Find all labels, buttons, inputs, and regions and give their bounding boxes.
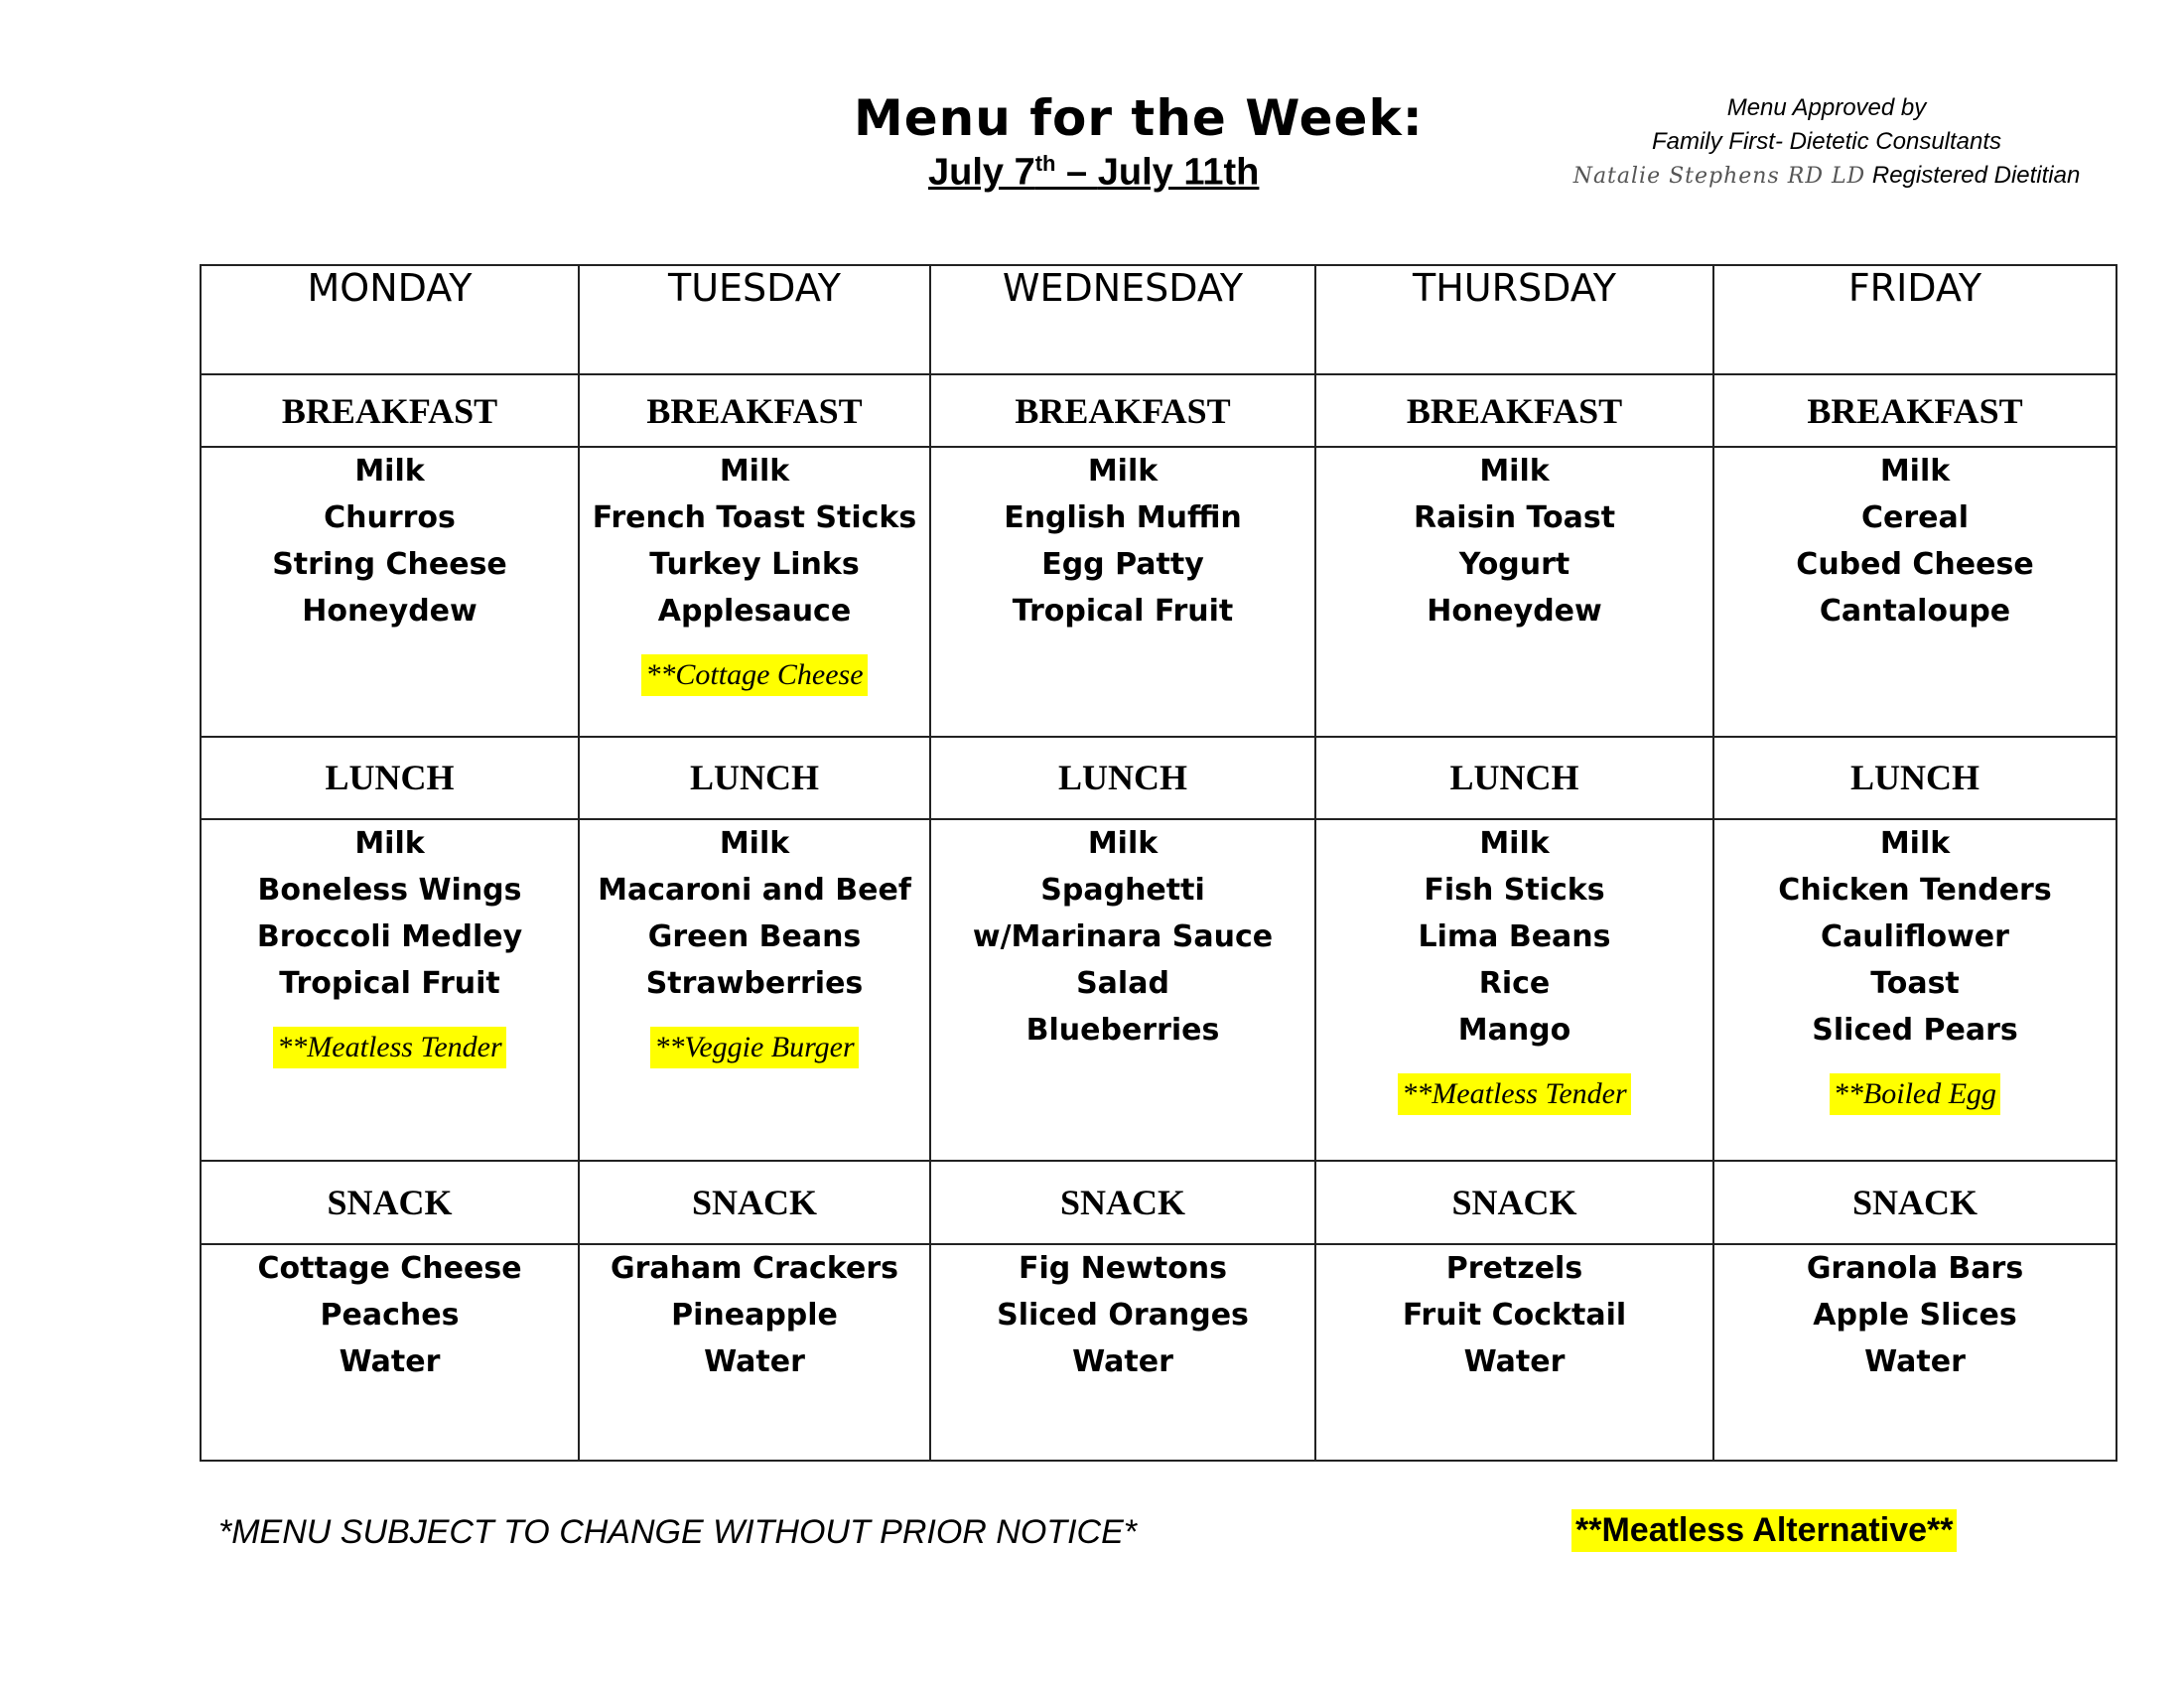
date-range — [928, 151, 1259, 195]
menu-item: Egg Patty — [1041, 547, 1204, 583]
meatless-alternative: **Meatless Tender — [273, 1027, 505, 1068]
menu-item: English Muffin — [1004, 500, 1242, 536]
menu-item: Yogurt — [1458, 547, 1570, 583]
menu-item: Churros — [324, 500, 456, 536]
breakfast-cell — [930, 447, 1315, 736]
menu-item: Applesauce — [657, 594, 852, 630]
approval-line-2: Family First- Dietetic Consultants — [1651, 128, 2002, 155]
dietitian-role: Registered Dietitian — [1871, 162, 2081, 189]
lunch-cell — [1713, 819, 2116, 1162]
breakfast-label: BREAKFAST — [1315, 374, 1713, 447]
menu-item: Water — [1072, 1343, 1173, 1379]
menu-item: Toast — [1870, 965, 1960, 1001]
menu-item: Pineapple — [671, 1297, 838, 1333]
breakfast-cell — [1713, 447, 2116, 736]
breakfast-label-row — [201, 374, 2116, 447]
menu-item: Sliced Pears — [1812, 1012, 2018, 1048]
menu-item: Blueberries — [1025, 1012, 1220, 1048]
menu-item: Water — [1864, 1343, 1966, 1379]
snack-cell — [1315, 1244, 1713, 1461]
breakfast-cell — [579, 447, 930, 736]
snack-label: SNACK — [201, 1161, 579, 1243]
menu-item: Peaches — [320, 1297, 460, 1333]
menu-item: Milk — [354, 454, 425, 490]
menu-item: Tropical Fruit — [279, 965, 500, 1001]
menu-item: Raisin Toast — [1413, 500, 1616, 536]
date-start: July 7 — [928, 151, 1035, 194]
menu-item: Macaroni and Beef — [598, 872, 911, 908]
date-separator: – — [1055, 151, 1098, 194]
lunch-cell — [579, 819, 930, 1162]
menu-item: Milk — [719, 825, 790, 861]
menu-item: Granola Bars — [1806, 1250, 2024, 1286]
menu-item: Chicken Tenders — [1778, 872, 2052, 908]
menu-item: Milk — [1479, 454, 1550, 490]
breakfast-items-row — [201, 447, 2116, 736]
snack-label: SNACK — [930, 1161, 1315, 1243]
menu-item: Cubed Cheese — [1796, 547, 2034, 583]
menu-item: Boneless Wings — [257, 872, 522, 908]
menu-item: Turkey Links — [649, 547, 860, 583]
lunch-label: LUNCH — [201, 737, 579, 819]
snack-cell — [579, 1244, 930, 1461]
lunch-label: LUNCH — [579, 737, 930, 819]
menu-item: Honeydew — [1427, 594, 1602, 630]
menu-item: Honeydew — [302, 594, 478, 630]
snack-label: SNACK — [1315, 1161, 1713, 1243]
lunch-label: LUNCH — [1713, 737, 2116, 819]
menu-item: Milk — [354, 825, 425, 861]
menu-item: Rice — [1478, 965, 1551, 1001]
breakfast-label: BREAKFAST — [1713, 374, 2116, 447]
snack-items-row — [201, 1244, 2116, 1461]
breakfast-label: BREAKFAST — [201, 374, 579, 447]
menu-item: Cantaloupe — [1819, 594, 2011, 630]
menu-item: Cottage Cheese — [257, 1250, 522, 1286]
date-start-suffix: th — [1034, 151, 1056, 176]
snack-cell — [930, 1244, 1315, 1461]
snack-label: SNACK — [1713, 1161, 2116, 1243]
menu-item: French Toast Sticks — [592, 500, 917, 536]
lunch-cell — [1315, 819, 1713, 1162]
menu-item: Cereal — [1860, 500, 1970, 536]
menu-item: Fish Sticks — [1424, 872, 1605, 908]
lunch-label-row — [201, 737, 2116, 819]
menu-item: Milk — [1879, 825, 1951, 861]
menu-item: Apple Slices — [1813, 1297, 2017, 1333]
day-header: THURSDAY — [1315, 265, 1713, 374]
day-header: FRIDAY — [1713, 265, 2116, 374]
menu-item: Water — [1463, 1343, 1566, 1379]
approval-block — [1549, 91, 2105, 194]
lunch-label: LUNCH — [1315, 737, 1713, 819]
approval-line-3 — [1549, 159, 2105, 194]
menu-item: Fruit Cocktail — [1402, 1297, 1627, 1333]
dietitian-signature: Natalie Stephens RD LD — [1572, 164, 1866, 189]
menu-item: Water — [339, 1343, 441, 1379]
menu-item: Green Beans — [647, 918, 862, 954]
day-header: MONDAY — [201, 265, 579, 374]
lunch-items-row — [201, 819, 2116, 1162]
breakfast-cell — [1315, 447, 1713, 736]
menu-item: Strawberries — [645, 965, 864, 1001]
breakfast-label: BREAKFAST — [930, 374, 1315, 447]
menu-item: Mango — [1457, 1012, 1571, 1048]
menu-item: Milk — [1479, 825, 1550, 861]
breakfast-cell — [201, 447, 579, 736]
days-row — [201, 265, 2116, 374]
lunch-cell — [201, 819, 579, 1162]
menu-item: Graham Crackers — [611, 1250, 898, 1286]
menu-item: Salad — [1076, 965, 1169, 1001]
snack-cell — [201, 1244, 579, 1461]
menu-item: Fig Newtons — [1018, 1250, 1228, 1286]
page-title: Menu for the Week: — [854, 89, 1424, 147]
menu-item: Cauliflower — [1821, 918, 2009, 954]
menu-item: Milk — [1087, 454, 1159, 490]
meatless-alternative-key: **Meatless Alternative** — [1571, 1509, 1957, 1552]
day-header: TUESDAY — [579, 265, 930, 374]
menu-item: Water — [704, 1343, 805, 1379]
menu-item: Broccoli Medley — [256, 918, 523, 954]
menu-item: Lima Beans — [1418, 918, 1611, 954]
lunch-label: LUNCH — [930, 737, 1315, 819]
meatless-alternative: **Cottage Cheese — [641, 654, 867, 696]
weekly-menu-table — [200, 264, 2117, 1462]
menu-item: Pretzels — [1445, 1250, 1583, 1286]
menu-item: Milk — [1087, 825, 1159, 861]
menu-item: Tropical Fruit — [1012, 594, 1234, 630]
snack-label: SNACK — [579, 1161, 930, 1243]
menu-item: Milk — [1879, 454, 1951, 490]
snack-cell — [1713, 1244, 2116, 1461]
snack-label-row — [201, 1161, 2116, 1243]
breakfast-label: BREAKFAST — [579, 374, 930, 447]
menu-disclaimer: *MENU SUBJECT TO CHANGE WITHOUT PRIOR NOTICE* — [218, 1513, 1137, 1551]
menu-item: w/Marinara Sauce — [972, 918, 1274, 954]
meatless-alternative: **Meatless Tender — [1398, 1073, 1630, 1115]
lunch-cell — [930, 819, 1315, 1162]
meatless-alternative: **Boiled Egg — [1830, 1073, 2000, 1115]
day-header: WEDNESDAY — [930, 265, 1315, 374]
date-end: July 11th — [1097, 151, 1260, 194]
approval-line-1: Menu Approved by — [1726, 94, 1927, 121]
menu-item: Spaghetti — [1040, 872, 1205, 908]
menu-item: String Cheese — [272, 547, 507, 583]
menu-item: Milk — [719, 454, 790, 490]
meatless-alternative: **Veggie Burger — [650, 1027, 858, 1068]
menu-item: Sliced Oranges — [997, 1297, 1249, 1333]
